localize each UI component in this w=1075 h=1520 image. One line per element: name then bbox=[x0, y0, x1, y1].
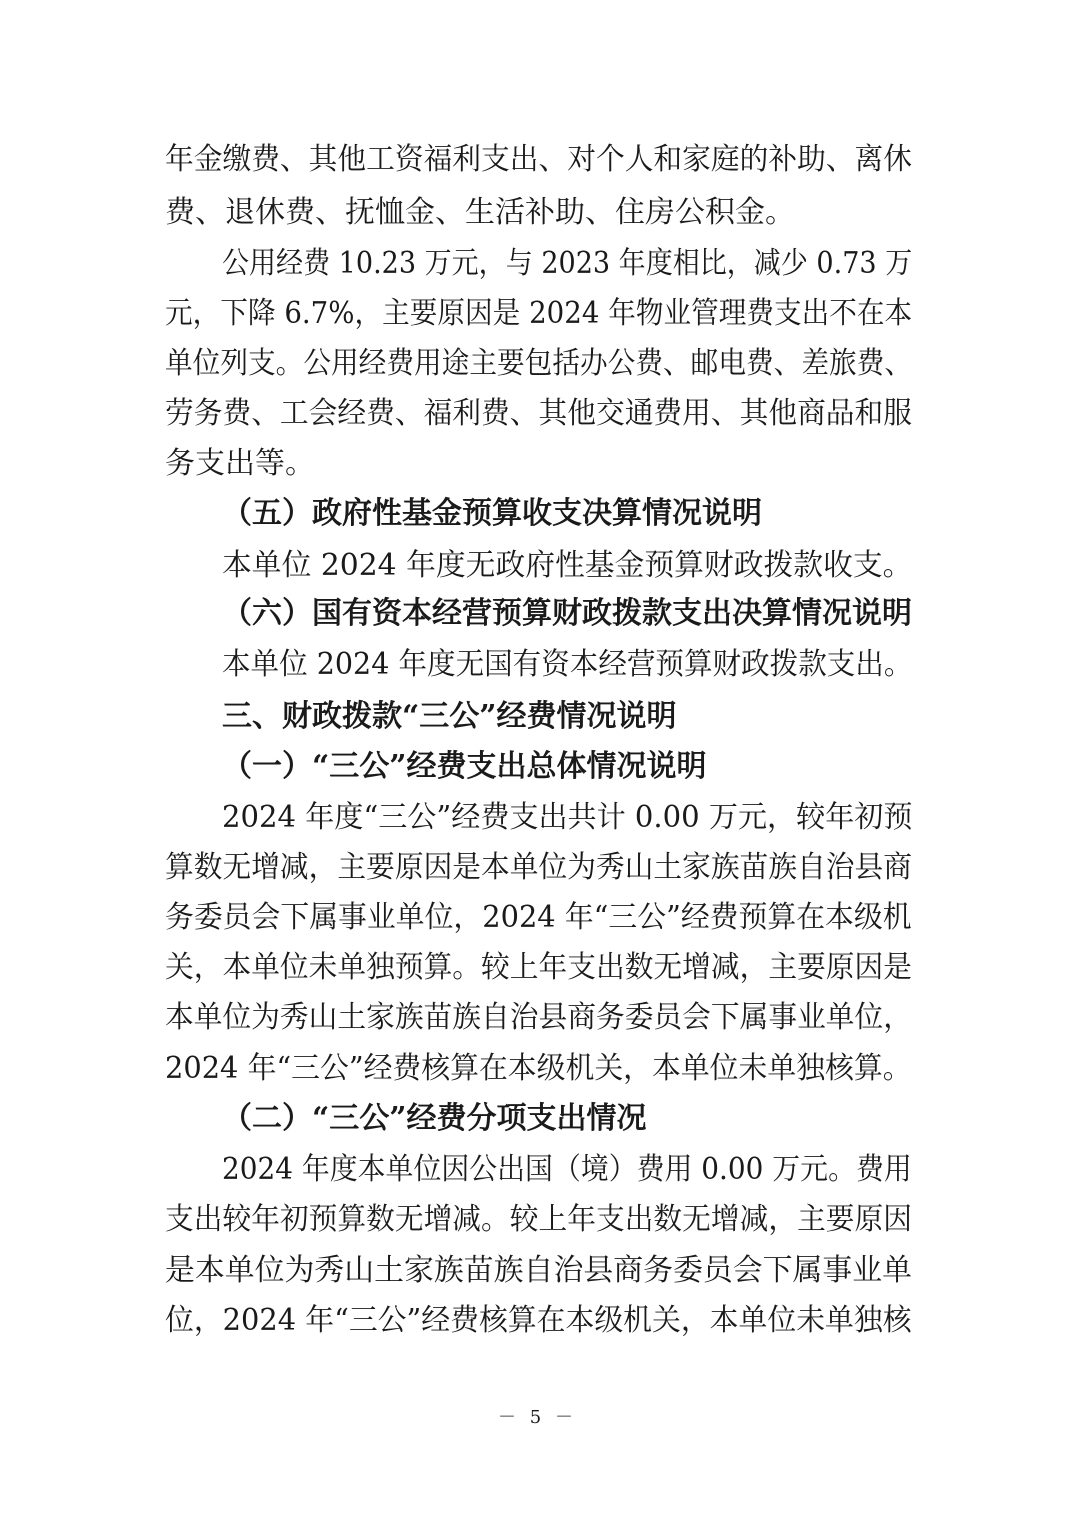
body-text-line: 务委员会下属事业单位，2024 年“三公”经费预算在本级机 bbox=[165, 900, 912, 935]
body-text-line: 算数无增减，主要原因是本单位为秀山土家族苗族自治县商 bbox=[165, 850, 912, 885]
body-text-line: 公用经费 10.23 万元，与 2023 年度相比，减少 0.73 万 bbox=[222, 246, 913, 281]
body-text-line: 费、退休费、抚恤金、生活补助、住房公积金。 bbox=[165, 195, 795, 230]
body-text-line: 是本单位为秀山土家族苗族自治县商务委员会下属事业单 bbox=[165, 1253, 912, 1288]
body-text-line: 年金缴费、其他工资福利支出、对个人和家庭的补助、离休 bbox=[165, 142, 912, 177]
body-text-line: 支出较年初预算数无增减。较上年支出数无增减，主要原因 bbox=[165, 1202, 912, 1237]
section-heading: （五）政府性基金预算收支决算情况说明 bbox=[222, 496, 762, 531]
chapter-heading: 三、财政拨款“三公”经费情况说明 bbox=[222, 699, 677, 734]
body-text-line: 劳务费、工会经费、福利费、其他交通费用、其他商品和服 bbox=[165, 396, 912, 431]
body-text-line: 2024 年度“三公”经费支出共计 0.00 万元，较年初预 bbox=[222, 800, 913, 835]
body-text-line: 位，2024 年“三公”经费核算在本级机关，本单位未单独核 bbox=[165, 1303, 912, 1338]
section-heading: （六）国有资本经营预算财政拨款支出决算情况说明 bbox=[222, 596, 912, 631]
body-text-line: 2024 年度本单位因公出国（境）费用 0.00 万元。费用 bbox=[222, 1152, 912, 1187]
body-text-line: 务支出等。 bbox=[165, 446, 315, 481]
body-text-line: 本单位 2024 年度无政府性基金预算财政拨款收支。 bbox=[222, 548, 913, 583]
body-text-line: 关，本单位未单独预算。较上年支出数无增减，主要原因是 bbox=[165, 950, 912, 985]
page-number: － 5 － bbox=[498, 1407, 577, 1428]
body-text-line: 本单位 2024 年度无国有资本经营预算财政拨款支出。 bbox=[222, 647, 913, 682]
section-heading: （二）“三公”经费分项支出情况 bbox=[222, 1101, 647, 1136]
body-text-line: 2024 年“三公”经费核算在本级机关，本单位未单独核算。 bbox=[165, 1051, 912, 1086]
body-text-line: 本单位为秀山土家族苗族自治县商务委员会下属事业单位， bbox=[165, 1000, 912, 1035]
section-heading: （一）“三公”经费支出总体情况说明 bbox=[222, 749, 707, 784]
body-text-line: 单位列支。公用经费用途主要包括办公费、邮电费、差旅费、 bbox=[165, 346, 912, 381]
body-text-line: 元，下降 6.7%，主要原因是 2024 年物业管理费支出不在本 bbox=[165, 296, 913, 331]
